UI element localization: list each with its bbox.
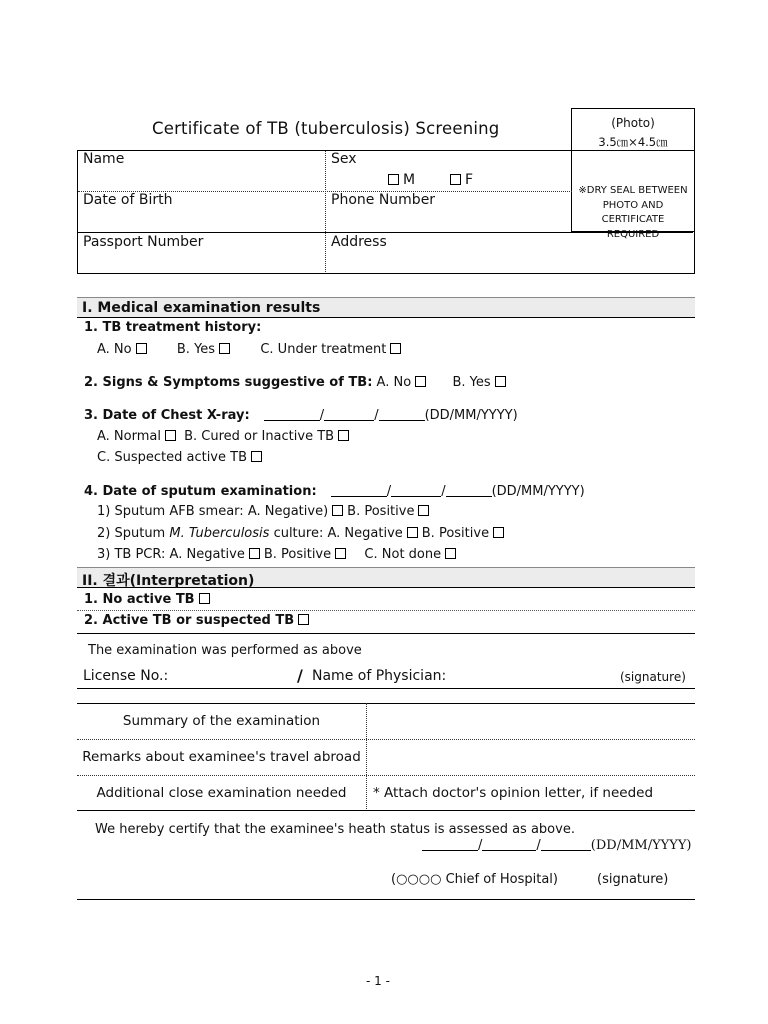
q4-culture-row bbox=[97, 526, 508, 541]
chief-of-hospital: (○○○○ Chief of Hospital) bbox=[391, 872, 558, 887]
q3-opt-c-checkbox[interactable] bbox=[251, 451, 262, 462]
sex-options bbox=[384, 172, 473, 188]
photo-size: 3.5㎝×4.5㎝ bbox=[598, 135, 668, 149]
summary-row3-note: * Attach doctor's opinion letter, if needed bbox=[373, 785, 654, 801]
sputum-month-field[interactable] bbox=[391, 483, 441, 497]
certify-year-field[interactable] bbox=[541, 837, 591, 851]
afb-pos-checkbox[interactable] bbox=[418, 505, 429, 516]
section2-header bbox=[77, 567, 695, 588]
interp-divider bbox=[77, 610, 695, 611]
section1-header bbox=[77, 297, 695, 318]
afb-neg-checkbox[interactable] bbox=[332, 505, 343, 516]
q2-opt-b-checkbox[interactable] bbox=[495, 376, 506, 387]
xray-date-sep-2: / bbox=[374, 408, 379, 423]
certify-day-field[interactable] bbox=[422, 837, 478, 851]
sex-f-checkbox[interactable] bbox=[450, 174, 461, 185]
pcr-notdone-checkbox[interactable] bbox=[445, 548, 456, 559]
culture-species: M. Tuberculosis bbox=[169, 526, 270, 541]
q3-label: 3. Date of Chest X-ray: bbox=[84, 408, 250, 423]
bottom-rule bbox=[77, 899, 695, 900]
q1-opt-a-checkbox[interactable] bbox=[136, 343, 147, 354]
culture-prefix: 2) Sputum bbox=[97, 526, 166, 541]
q2-opt-a-checkbox[interactable] bbox=[415, 376, 426, 387]
sputum-date-sep-1: / bbox=[386, 484, 392, 499]
q4-row bbox=[84, 483, 585, 499]
summary-row2-label: Remarks about examinee's travel abroad bbox=[82, 749, 361, 765]
certify-date-row bbox=[422, 837, 691, 853]
section1-heading: I. Medical examination results bbox=[82, 300, 321, 316]
pcr-notdone-label: C. Not done bbox=[364, 547, 442, 562]
pcr-neg-label: A. Negative bbox=[169, 547, 245, 562]
q3-opt-b-label: B. Cured or Inactive TB bbox=[184, 429, 335, 444]
summary-top-border bbox=[77, 703, 695, 704]
summary-row-divider-1 bbox=[77, 739, 695, 740]
page-number: - 1 - bbox=[366, 974, 390, 988]
identity-row-divider-2 bbox=[78, 232, 693, 233]
page-title: Certificate of TB (tuberculosis) Screening bbox=[152, 119, 500, 138]
afb-pos-label: B. Positive bbox=[347, 504, 415, 519]
q1-options bbox=[97, 342, 405, 357]
culture-suffix: culture: bbox=[273, 526, 324, 541]
summary-table bbox=[77, 703, 695, 811]
q4-label: 4. Date of sputum examination: bbox=[84, 484, 317, 499]
q3-row bbox=[84, 407, 518, 423]
q2-label: 2. Signs & Symptoms suggestive of TB: bbox=[84, 375, 373, 390]
certify-text: We hereby certify that the examinee's heath status is assessed as above. bbox=[95, 822, 575, 837]
summary-row3-label: Additional close examination needed bbox=[96, 785, 347, 801]
section2-heading: II. 결과(Interpretation) bbox=[82, 573, 255, 589]
culture-neg-checkbox[interactable] bbox=[407, 527, 418, 538]
summary-row1-label: Summary of the examination bbox=[122, 713, 321, 729]
q2-row bbox=[84, 375, 510, 390]
sex-label: Sex bbox=[331, 151, 357, 167]
q3-opt-a-checkbox[interactable] bbox=[165, 430, 176, 441]
q2-opt-a-label: A. No bbox=[376, 375, 412, 390]
xray-month-field[interactable] bbox=[324, 407, 374, 421]
sputum-year-field[interactable] bbox=[446, 483, 492, 497]
xray-year-field[interactable] bbox=[379, 407, 425, 421]
q3-opt-a-label: A. Normal bbox=[97, 429, 161, 444]
xray-date-sep-1: / bbox=[319, 408, 325, 423]
q2-opt-b-label: B. Yes bbox=[452, 375, 491, 390]
license-label: License No.: bbox=[83, 668, 169, 684]
q4-afb-row bbox=[97, 504, 433, 519]
sex-f-label: F bbox=[465, 172, 474, 188]
q1-opt-c-label: C. Under treatment bbox=[260, 342, 387, 357]
pcr-pos-label: B. Positive bbox=[263, 547, 332, 562]
performed-text: The examination was performed as above bbox=[88, 643, 362, 658]
sputum-date-format: (DD/MM/YYYY) bbox=[491, 484, 585, 499]
q3-opt-b-checkbox[interactable] bbox=[338, 430, 349, 441]
phone-label: Phone Number bbox=[331, 192, 436, 208]
photo-label: (Photo) bbox=[611, 116, 655, 130]
q1-label: 1. TB treatment history: bbox=[84, 320, 262, 335]
physician-label: Name of Physician: bbox=[312, 668, 447, 684]
q3-options-row1 bbox=[97, 429, 353, 444]
afb-neg-label: A. Negative) bbox=[247, 504, 329, 519]
certify-date-sep-2: / bbox=[536, 838, 541, 853]
culture-neg-label: A. Negative bbox=[327, 526, 403, 541]
summary-column-divider bbox=[366, 703, 367, 809]
sputum-day-field[interactable] bbox=[331, 483, 387, 497]
address-label: Address bbox=[331, 234, 387, 250]
q3-opt-c-label: C. Suspected active TB bbox=[97, 450, 247, 465]
physician-signature: (signature) bbox=[620, 670, 686, 684]
interp-opt1-checkbox[interactable] bbox=[199, 593, 210, 604]
q1-opt-b-checkbox[interactable] bbox=[219, 343, 230, 354]
xray-day-field[interactable] bbox=[264, 407, 320, 421]
physician-line bbox=[77, 688, 695, 689]
interp-opt2 bbox=[84, 613, 313, 628]
q4-pcr-row bbox=[97, 547, 460, 562]
identity-column-divider bbox=[325, 151, 326, 272]
chief-signature: (signature) bbox=[597, 872, 669, 887]
pcr-pos-checkbox[interactable] bbox=[335, 548, 346, 559]
sputum-date-sep-2: / bbox=[441, 484, 446, 499]
sex-m-label: M bbox=[403, 172, 416, 188]
license-slash: / bbox=[297, 666, 303, 685]
culture-pos-checkbox[interactable] bbox=[493, 527, 504, 538]
dry-seal-note: ※DRY SEAL BETWEEN PHOTO AND CERTIFICATE REQUIRED bbox=[578, 185, 688, 240]
q1-opt-a-label: A. No bbox=[97, 342, 132, 357]
certify-date-sep-1: / bbox=[478, 838, 483, 853]
dob-label: Date of Birth bbox=[83, 192, 173, 208]
passport-label: Passport Number bbox=[83, 234, 204, 250]
interp-opt1-label: 1. No active TB bbox=[84, 592, 195, 607]
summary-row-divider-2 bbox=[77, 775, 695, 776]
identity-table bbox=[77, 150, 695, 274]
q1-opt-b-label: B. Yes bbox=[176, 342, 216, 357]
interp-opt2-checkbox[interactable] bbox=[298, 614, 309, 625]
sex-m-checkbox[interactable] bbox=[388, 174, 399, 185]
afb-prefix: 1) Sputum AFB smear: bbox=[97, 504, 244, 519]
pcr-neg-checkbox[interactable] bbox=[249, 548, 260, 559]
q3-options-row2 bbox=[97, 450, 266, 465]
summary-bottom-border bbox=[77, 810, 695, 811]
q1-opt-c-checkbox[interactable] bbox=[390, 343, 401, 354]
certify-month-field[interactable] bbox=[482, 837, 536, 851]
interp-opt1 bbox=[84, 592, 214, 607]
interp-opt2-label: 2. Active TB or suspected TB bbox=[84, 613, 295, 628]
xray-date-format: (DD/MM/YYYY) bbox=[424, 408, 518, 423]
pcr-prefix: 3) TB PCR: bbox=[97, 547, 166, 562]
section2-bottom-line bbox=[77, 633, 695, 634]
certify-date-format: (DD/MM/YYYY) bbox=[590, 838, 692, 853]
culture-pos-label: B. Positive bbox=[421, 526, 490, 541]
name-label: Name bbox=[83, 151, 125, 167]
